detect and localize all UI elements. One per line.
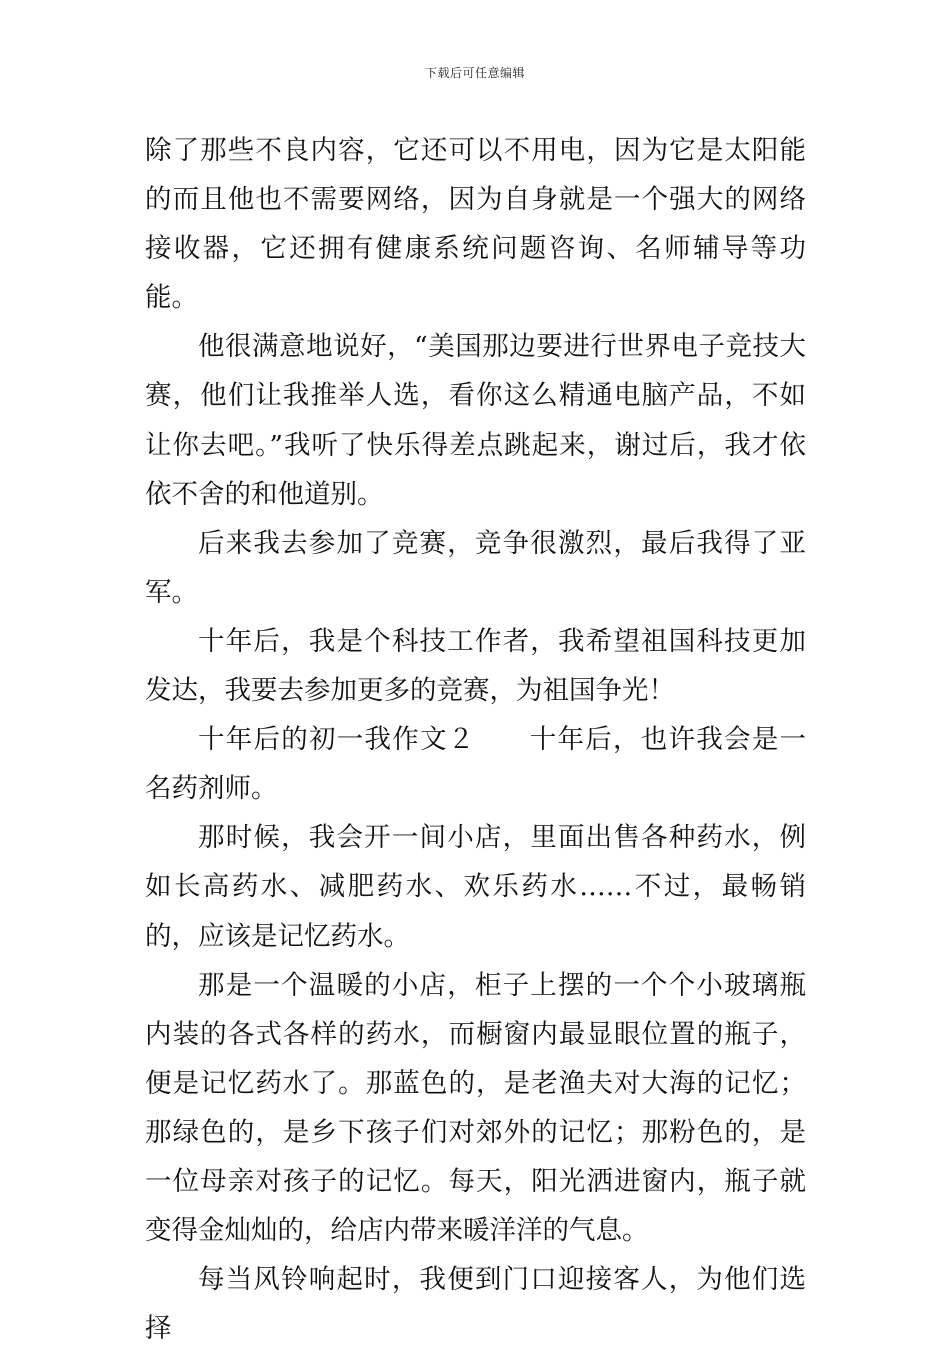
paragraph-1: 除了那些不良内容，它还可以不用电，因为它是太阳能的而且他也不需要网络，因为自身就是一个强大的网络接收器，它还拥有健康系统问题咨询、名师辅导等功能。 bbox=[145, 135, 806, 314]
paragraph-5-text: 十年后，也许我会是一名药剂师。 bbox=[145, 724, 806, 805]
document-body bbox=[145, 126, 806, 1353]
essay-title: 十年后的初一我作文２ bbox=[198, 724, 476, 756]
paragraph-2: 他很满意地说好，“美国那边要进行世界电子竞技大赛，他们让我推举人选，看你这么精通电脑产品，不如让你去吧。”我听了快乐得差点跳起来，谢过后，我才依依不舍的和他道别。 bbox=[145, 331, 806, 510]
page-header: 下载后可任意编辑 bbox=[424, 66, 525, 80]
paragraph-3: 后来我去参加了竞赛，竞争很激烈，最后我得了亚军。 bbox=[145, 527, 806, 608]
paragraph-4: 十年后，我是个科技工作者，我希望祖国科技更加发达，我要去参加更多的竞赛，为祖国争光！ bbox=[145, 625, 806, 707]
paragraph-5 bbox=[145, 715, 806, 813]
paragraph-6: 那时候，我会开一间小店，里面出售各种药水，例如长高药水、减肥药水、欢乐药水……不过，最畅销的，应该是记忆药水。 bbox=[145, 822, 806, 952]
paragraph-8: 每当风铃响起时，我便到门口迎接客人，为他们选择 bbox=[145, 1264, 806, 1345]
paragraph-7: 那是一个温暖的小店，柜子上摆的一个个小玻璃瓶内装的各式各样的药水，而橱窗内最显眼位置的瓶子，便是记忆药水了。那蓝色的，是老渔夫对大海的记忆；那绿色的，是乡下孩子们对郊外的记忆；那粉色的，是一位母亲对孩子的记忆。每天，阳光洒进窗内，瓶子就变得金灿灿的，给店内带来暖洋洋的气息。 bbox=[145, 969, 806, 1247]
